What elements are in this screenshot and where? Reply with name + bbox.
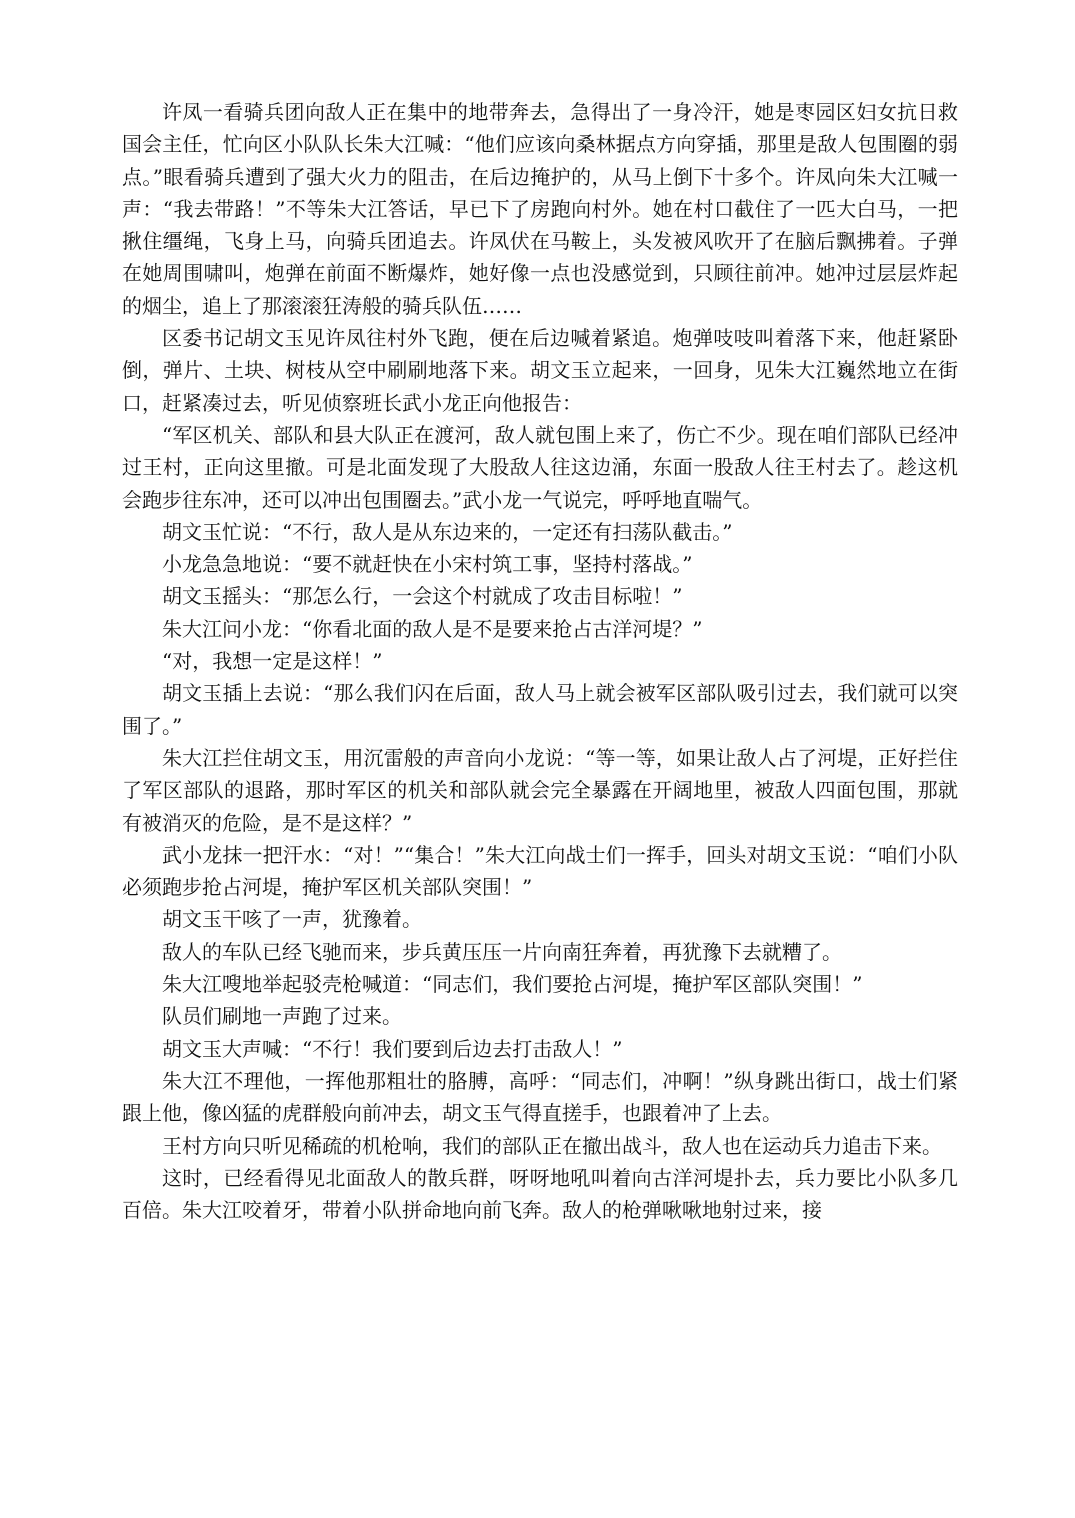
paragraph-12: 胡文玉干咳了一声，犹豫着。	[162, 907, 422, 932]
paragraph-8: “对，我想一定是这样！”	[162, 649, 383, 674]
paragraph-14: 朱大江嗖地举起驳壳枪喊道：“同志们，我们要抢占河堤，掩护军区部队突围！”	[162, 972, 863, 997]
paragraph-9: 胡文玉插上去说：“那么我们闪在后面，敌人马上就会被军区部队吸引过去，我们就可以突围了。”	[122, 681, 958, 738]
paragraph-16: 胡文玉大声喊：“不行！我们要到后边去打击敌人！”	[162, 1036, 623, 1061]
paragraph-7: 朱大江问小龙：“你看北面的敌人是不是要来抢占古洋河堤？”	[162, 616, 703, 641]
paragraph-13: 敌人的车队已经飞驰而来，步兵黄压压一片向南狂奔着，再犹豫下去就糟了。	[162, 939, 842, 964]
paragraph-17: 朱大江不理他，一挥他那粗壮的胳膊，高呼：“同志们，冲啊！”纵身跳出街口，战士们紧跟上他，像凶猛的虎群般向前冲去，胡文玉气得直搓手，也跟着冲了上去。	[122, 1068, 958, 1126]
paragraph-2: 区委书记胡文玉见许凤往村外飞跑，便在后边喊着紧追。炮弹吱吱叫着落下来，他赶紧卧倒，弹片、土块、树枝从空中刷刷地落下来。胡文玉立起来，一回身，见朱大江巍然地立在街口，赶紧凑过去，听见侦察班长武小龙正向他报告：	[122, 326, 958, 415]
paragraph-19: 这时，已经看得见北面敌人的散兵群，呀呀地吼叫着向古洋河堤扑去，兵力要比小队多几百倍。朱大江咬着牙，带着小队拼命地向前飞奔。敌人的枪弹啾啾地射过来，接	[122, 1165, 958, 1223]
paragraph-3: “军区机关、部队和县大队正在渡河，敌人就包围上来了，伤亡不少。现在咱们部队已经冲过王村，正向这里撤。可是北面发现了大股敌人往这边涌，东面一股敌人往王村去了。趁这机会跑步往东冲，还可以冲出包围圈去。”武小龙一气说完，呼呼地直喘气。	[122, 422, 958, 512]
paragraph-6: 胡文玉摇头：“那怎么行，一会这个村就成了攻击目标啦！”	[162, 584, 683, 609]
paragraph-10: 朱大江拦住胡文玉，用沉雷般的声音向小龙说：“等一等，如果让敌人占了河堤，正好拦住了军区部队的退路，那时军区的机关和部队就会完全暴露在开阔地里，被敌人四面包围，那就有被消灭的危险，是不是这样？”	[122, 745, 958, 835]
paragraph-1: 许凤一看骑兵团向敌人正在集中的地带奔去，急得出了一身冷汗，她是枣园区妇女抗日救国会主任，忙向区小队队长朱大江喊：“他们应该向桑林据点方向穿插，那里是敌人包围圈的弱点。”眼看骑兵遭到了强大火力的阻击，在后边掩护的，从马上倒下十多个。许凤向朱大江喊一声：“我去带路！”不等朱大江答话，早已下了房跑向村外。她在村口截住了一匹大白马，一把揪住缰绳，飞身上马，向骑兵团追去。许凤伏在马鞍上，头发被风吹开了在脑后飘拂着。子弹在她周围啸叫，炮弹在前面不断爆炸，她好像一点也没感觉到，只顾往前冲。她冲过层层炸起的烟尘，追上了那滚滚狂涛般的骑兵队伍……	[122, 100, 958, 318]
paragraph-18: 王村方向只听见稀疏的机枪响，我们的部队正在撤出战斗，敌人也在运动兵力追击下来。	[162, 1133, 942, 1158]
paragraph-4: 胡文玉忙说：“不行，敌人是从东边来的，一定还有扫荡队截击。”	[162, 519, 733, 544]
document-body	[122, 96, 958, 1226]
paragraph-11: 武小龙抹一把汗水：“对！”“集合！”朱大江向战士们一挥手，回头对胡文玉说：“咱们小队必须跑步抢占河堤，掩护军区机关部队突围！”	[122, 842, 958, 900]
paragraph-15: 队员们刷地一声跑了过来。	[162, 1004, 402, 1029]
paragraph-5: 小龙急急地说：“要不就赶快在小宋村筑工事，坚持村落战。”	[162, 552, 693, 577]
